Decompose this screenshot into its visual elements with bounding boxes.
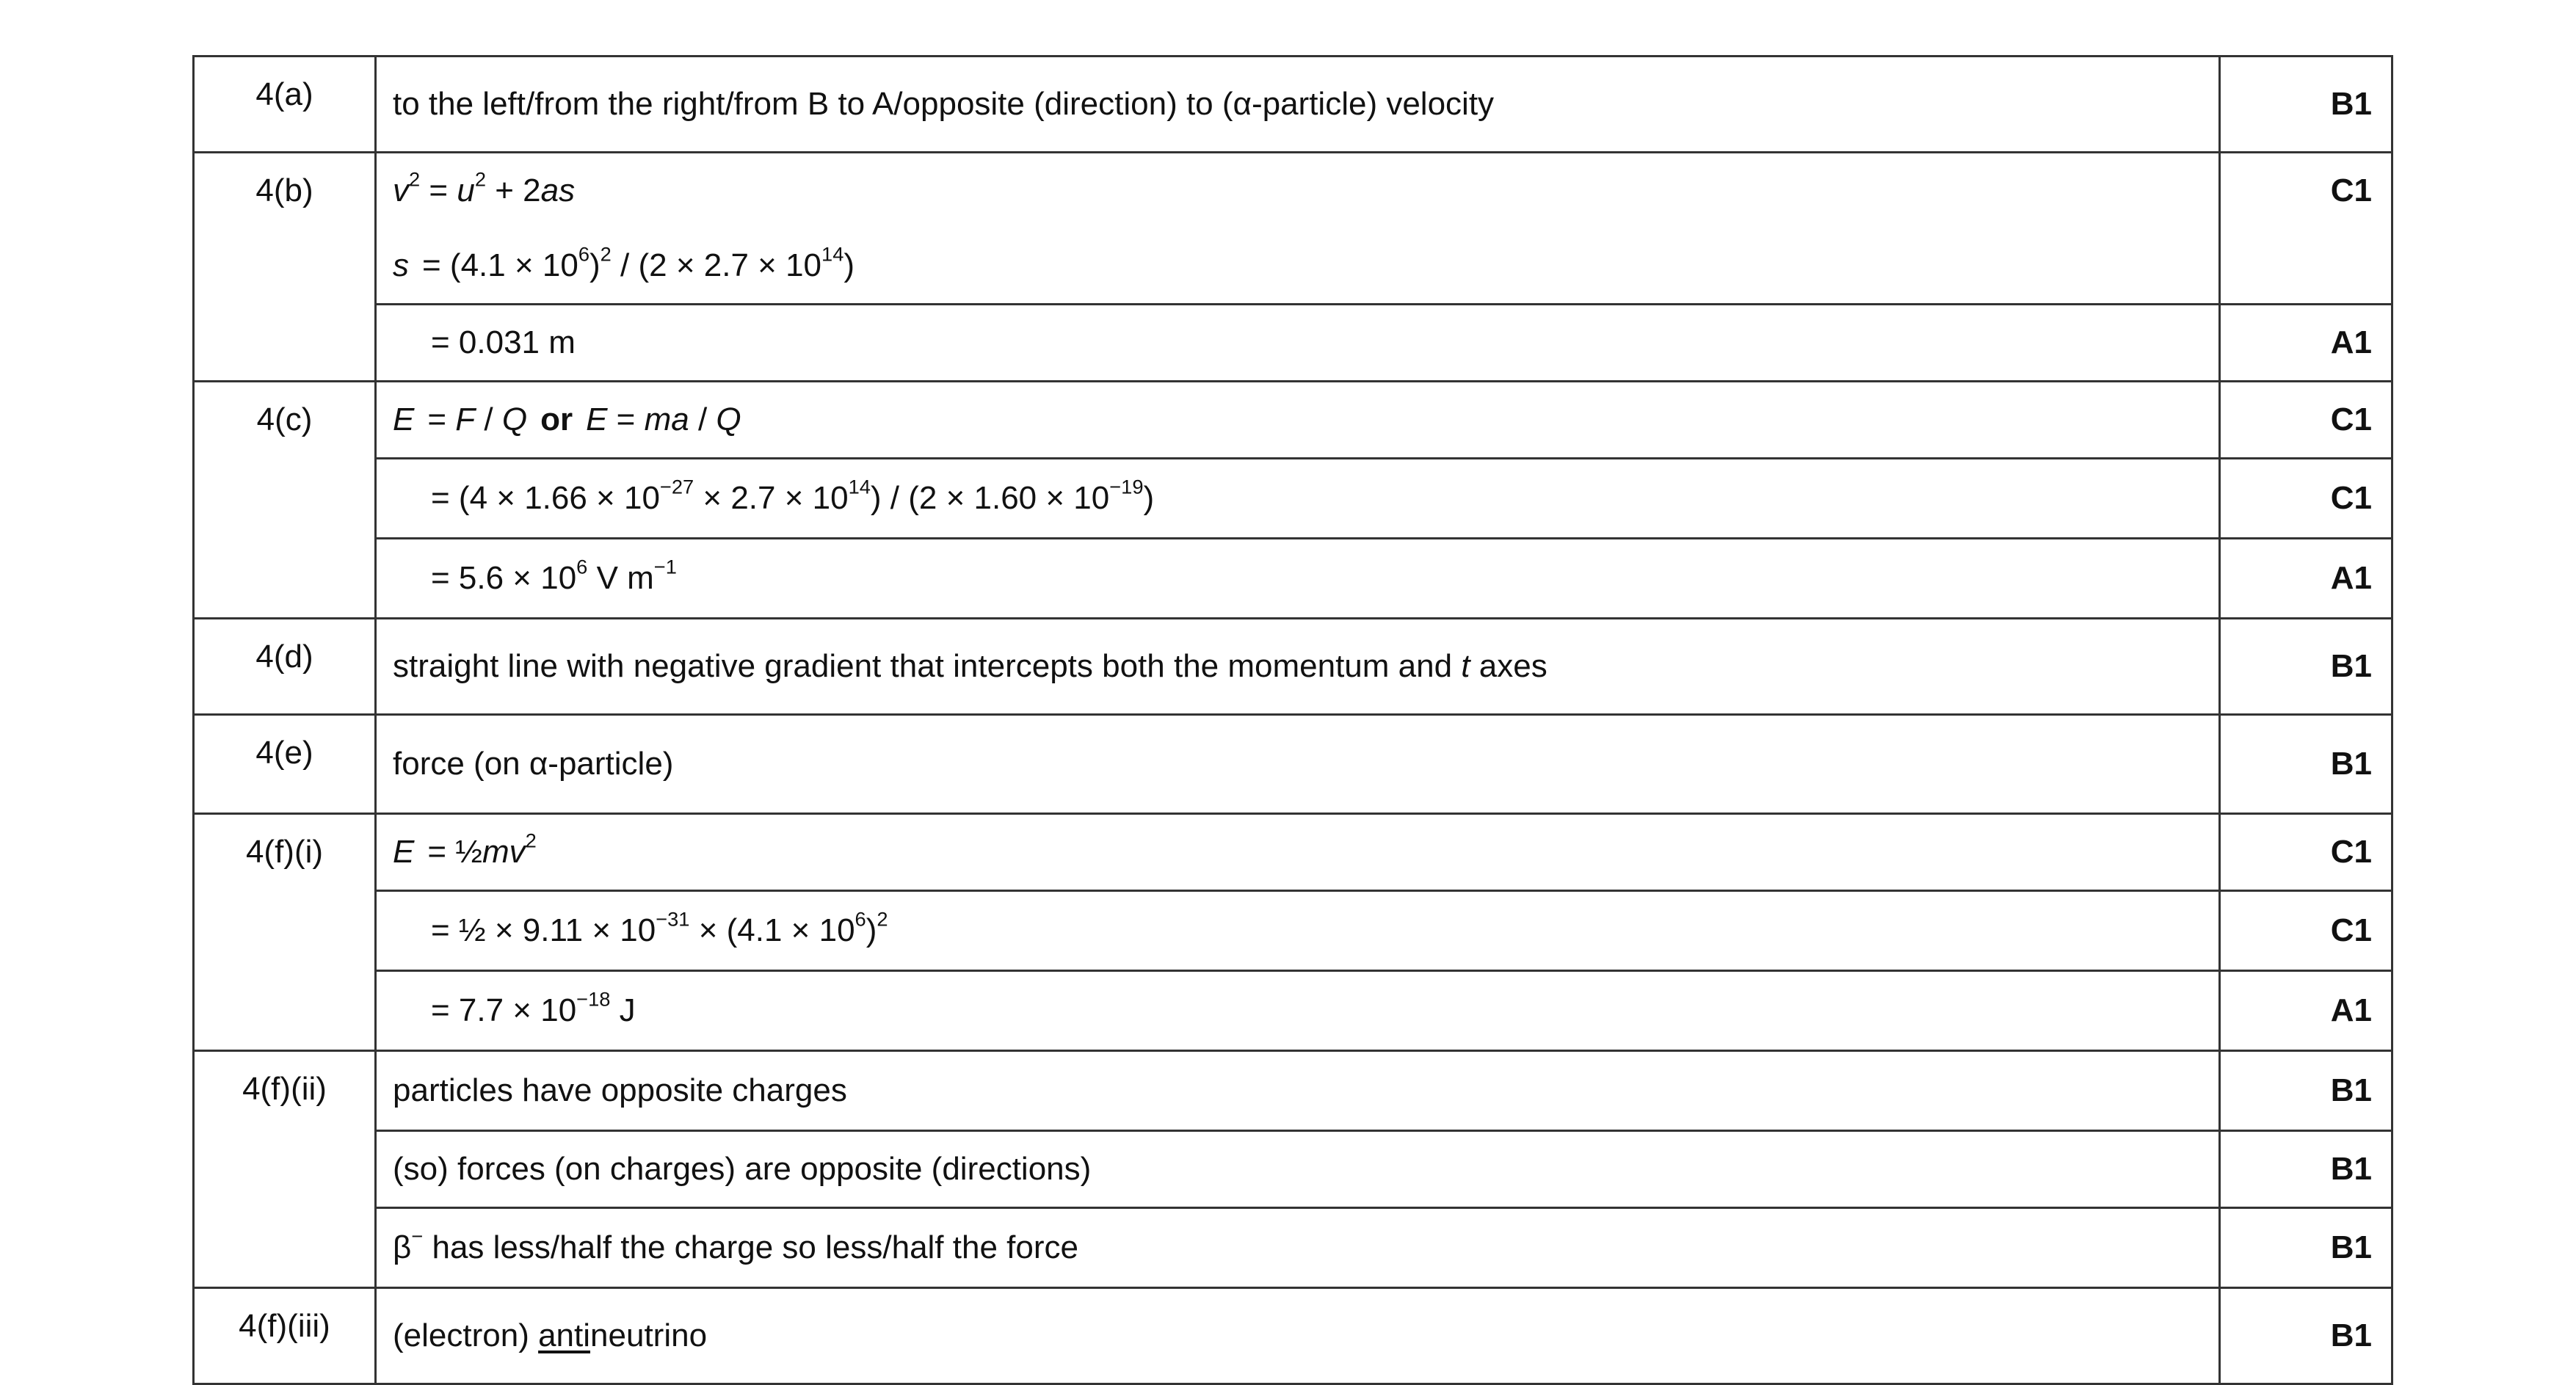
row-4fii-line3 [194, 1208, 2392, 1288]
expr: V m [587, 559, 654, 596]
exponent: 2 [600, 242, 612, 266]
answer-cell: $v^2 = u^2 + 2as$ [376, 153, 2220, 229]
var-F: F [455, 401, 476, 437]
var-E: E [393, 833, 415, 870]
answer-cell [376, 1051, 2220, 1131]
or-keyword: or [540, 401, 573, 437]
row-4b-line3 [194, 305, 2392, 382]
mark-cell: B1 [2220, 1131, 2392, 1208]
expr: ) [1143, 479, 1155, 516]
expr: × (4.1 × 10 [689, 912, 855, 948]
mark-cell: B1 [2220, 619, 2392, 715]
expr: = (4.1 × 10 [422, 247, 578, 283]
row-4fii-line2 [194, 1131, 2392, 1208]
row-4b-line2 [194, 228, 2392, 305]
row-4c-line1 [194, 382, 2392, 459]
answer-text: particles have opposite charges [393, 1072, 847, 1108]
row-4c-line2 [194, 459, 2392, 539]
equals: = [607, 401, 645, 437]
var-t: t [1461, 647, 1470, 684]
answer-cell [376, 1288, 2220, 1384]
answer-text: (electron) [393, 1317, 539, 1353]
answer-text: = 0.031 m [431, 324, 576, 360]
answer-text: axes [1470, 647, 1548, 684]
question-number: 4(f)(i) [194, 814, 376, 1051]
row-4fii-line1 [194, 1051, 2392, 1131]
exponent: −31 [656, 907, 690, 931]
expr: = (4 × 1.66 × 10 [431, 479, 660, 516]
mark-cell: B1 [2220, 57, 2392, 153]
answer-text: has less/half the charge so less/half the force [423, 1229, 1078, 1265]
answer-cell [376, 305, 2220, 382]
expr: ) / (2 × 1.60 × 10 [870, 479, 1110, 516]
var-mv: mv [482, 833, 526, 870]
answer-cell [376, 814, 2220, 891]
row-4e [194, 715, 2392, 814]
question-number: 4(f)(iii) [194, 1288, 376, 1384]
row-4d [194, 619, 2392, 715]
expr-line [393, 987, 636, 1028]
row-4fiii [194, 1288, 2392, 1384]
exponent: −18 [576, 987, 611, 1011]
mark-cell: C1 [2220, 382, 2392, 459]
mark-cell [2220, 228, 2392, 305]
expr: J [610, 992, 636, 1028]
question-number: 4(f)(ii) [194, 1051, 376, 1288]
answer-cell [376, 1208, 2220, 1288]
question-number: 4(e) [194, 715, 376, 814]
expr: ) [843, 247, 855, 283]
mark-cell: B1 [2220, 1288, 2392, 1384]
row-4c-line3 [194, 539, 2392, 619]
expr-line [393, 555, 677, 596]
answer-cell [376, 971, 2220, 1051]
equals: = [427, 401, 456, 437]
mark-cell: B1 [2220, 1208, 2392, 1288]
answer-cell [376, 382, 2220, 459]
mark-cell: A1 [2220, 539, 2392, 619]
mark-scheme-table [192, 55, 2393, 1385]
answer-cell [376, 57, 2220, 153]
answer-text: (so) forces (on charges) are opposite (directions) [393, 1150, 1092, 1187]
mark-cell: C1 [2220, 459, 2392, 539]
answer-cell [376, 891, 2220, 971]
question-number: 4(a) [194, 57, 376, 153]
question-number: 4(b) [194, 153, 376, 382]
var-v: v [393, 172, 409, 208]
exponent: 14 [821, 242, 844, 266]
row-4a [194, 57, 2392, 153]
underlined-text: anti [538, 1317, 591, 1353]
exponent: 6 [855, 907, 866, 931]
answer-text: neutrino [590, 1317, 708, 1353]
beta-symbol: β [393, 1229, 412, 1265]
answer-cell [376, 539, 2220, 619]
mark-cell: C1 [2220, 814, 2392, 891]
answer-text: to the left/from the right/from B to A/opposite (direction) to (α-particle) velocity [393, 85, 1495, 122]
var-u: u [457, 172, 475, 208]
exponent: 6 [578, 242, 589, 266]
mark-cell: C1 [2220, 891, 2392, 971]
exponent: −19 [1109, 475, 1144, 498]
answer-cell [376, 715, 2220, 814]
var-Q: Q [501, 401, 528, 437]
answer-cell [376, 459, 2220, 539]
row-4fi-line3 [194, 971, 2392, 1051]
mark-cell: B1 [2220, 1051, 2392, 1131]
mark-cell: A1 [2220, 305, 2392, 382]
mark-cell: B1 [2220, 715, 2392, 814]
question-number: 4(c) [194, 382, 376, 619]
answer-cell [376, 228, 2220, 305]
equals: = ½ [427, 833, 482, 870]
exponent: 2 [525, 829, 537, 852]
var-E: E [393, 401, 415, 437]
exponent: 14 [848, 475, 871, 498]
exponent: −1 [653, 555, 677, 578]
exponent: 6 [576, 555, 588, 578]
slash: / [689, 401, 716, 437]
var-as: as [540, 172, 576, 208]
expr: = 5.6 × 10 [431, 559, 577, 596]
equals: = [420, 172, 457, 208]
expr: × 2.7 × 10 [694, 479, 849, 516]
var-Q: Q [716, 401, 741, 437]
var-ma: ma [644, 401, 689, 437]
exponent: 2 [877, 907, 888, 931]
row-4b-line1 [194, 153, 2392, 229]
exponent: − [411, 1224, 424, 1248]
slash: / [475, 401, 502, 437]
expr-line [393, 475, 1155, 516]
mark-cell: A1 [2220, 971, 2392, 1051]
expr: / (2 × 2.7 × 10 [611, 247, 822, 283]
expr: = 7.7 × 10 [431, 992, 577, 1028]
var-E: E [586, 401, 608, 437]
expr-line [393, 907, 888, 948]
row-4fi-line2 [194, 891, 2392, 971]
expr: ) [866, 912, 877, 948]
exponent: −27 [659, 475, 694, 498]
answer-text: straight line with negative gradient that intercepts both the momentum and [393, 647, 1462, 684]
expr: = ½ × 9.11 × 10 [431, 912, 656, 948]
expr: ) [589, 247, 601, 283]
answer-cell [376, 619, 2220, 715]
plus-term: + 2 [485, 172, 541, 208]
mark-cell: C1 [2220, 153, 2392, 229]
answer-text: force (on α-particle) [393, 745, 674, 782]
answer-cell [376, 1131, 2220, 1208]
var-s: s [393, 247, 409, 283]
question-number: 4(d) [194, 619, 376, 715]
row-4fi-line1 [194, 814, 2392, 891]
